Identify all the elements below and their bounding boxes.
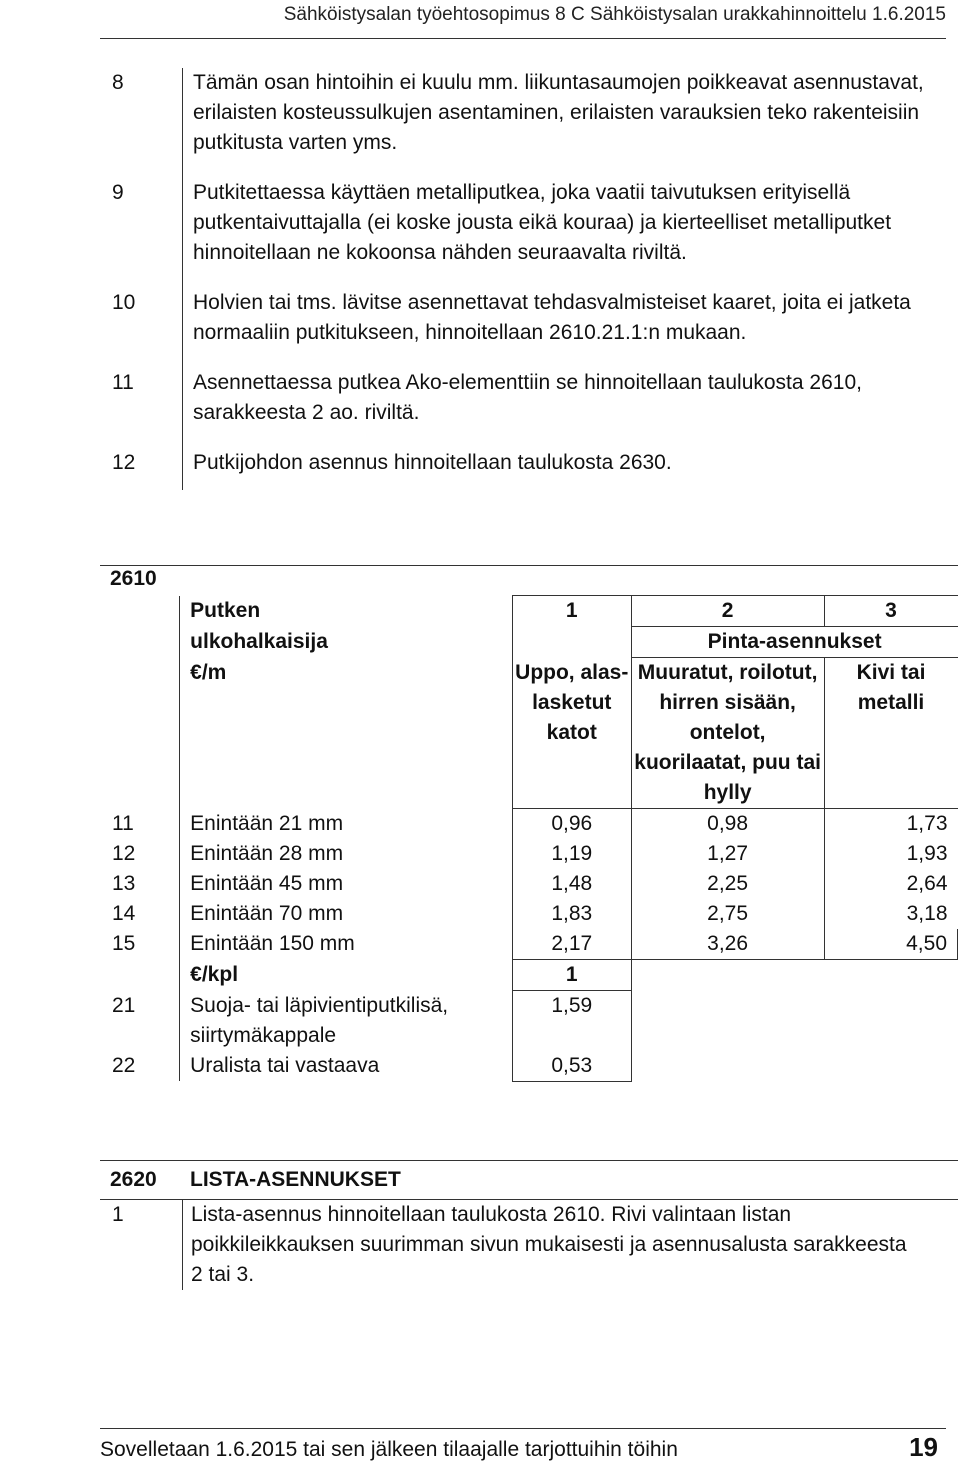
group-header: Pinta-asennukset bbox=[631, 627, 957, 658]
table-row bbox=[100, 929, 958, 960]
value-col-1: 0,53 bbox=[512, 1051, 631, 1082]
value-col-3: 2,64 bbox=[824, 869, 958, 899]
note-text: Putkijohdon asennus hinnoitellaan taulukosta 2630. bbox=[182, 448, 930, 490]
note-text: Putkitettaessa käyttäen metalliputkea, joka vaatii taivutuksen erityisellä putkentaivuttajalla (ei koske jousta eikä kouraa) ja kierteelliset metalliputket hinnoitellaan ne kokoonsa nähden seuraavalta riviltä. bbox=[182, 178, 930, 288]
table-row bbox=[100, 899, 958, 929]
row-description: Enintään 70 mm bbox=[180, 899, 513, 929]
table-title-line2: ulkohalkaisija bbox=[180, 627, 513, 658]
note-text: Asennettaessa putkea Ako-elementtiin se hinnoitellaan taulukosta 2610, sarakkeesta 2 ao. riviltä. bbox=[182, 368, 930, 448]
row-number: 12 bbox=[112, 842, 136, 865]
row-description: Suoja- tai läpivientiputkilisä, siirtymäkappale bbox=[180, 991, 513, 1051]
row-description: Enintään 21 mm bbox=[180, 809, 513, 840]
table-row bbox=[100, 991, 958, 1051]
value-col-2: 0,98 bbox=[631, 809, 824, 840]
page-number: 19 bbox=[909, 1432, 938, 1462]
notes-section bbox=[100, 68, 930, 490]
value-col-2: 3,26 bbox=[631, 929, 824, 960]
value-col-3: 4,50 bbox=[824, 929, 958, 960]
row-number: 14 bbox=[112, 902, 136, 925]
section-title: LISTA-ASENNUKSET bbox=[190, 1168, 401, 1191]
note-number: 11 bbox=[112, 371, 134, 394]
table-row bbox=[100, 839, 958, 869]
price-table bbox=[100, 595, 958, 1082]
note-11 bbox=[100, 368, 930, 448]
column-number-1: 1 bbox=[512, 596, 631, 627]
section-2620 bbox=[100, 1160, 958, 1290]
kpl-column-number: 1 bbox=[512, 960, 631, 991]
note-10 bbox=[100, 288, 930, 368]
row-number: 11 bbox=[112, 811, 134, 835]
value-col-2: 1,27 bbox=[631, 839, 824, 869]
note-text: Tämän osan hintoihin ei kuulu mm. liikuntasaumojen poikkeavat asennustavat, erilaisten kosteussulkujen asentaminen, erilaisten varauksien teko rakenteisiin putkitusta varten yms. bbox=[182, 68, 930, 178]
value-col-1: 1,19 bbox=[512, 839, 631, 869]
running-header: Sähköistysalan työehtosopimus 8 C Sähköistysalan urakkahinnoittelu 1.6.2015 bbox=[283, 4, 946, 25]
table-top-rule bbox=[100, 565, 958, 566]
row-description: Uralista tai vastaava bbox=[180, 1051, 513, 1082]
value-col-1: 1,48 bbox=[512, 869, 631, 899]
footer-rule bbox=[100, 1428, 946, 1429]
section-heading bbox=[100, 1165, 958, 1195]
value-col-2: 2,75 bbox=[631, 899, 824, 929]
value-col-3: 1,73 bbox=[824, 809, 958, 840]
note-9 bbox=[100, 178, 930, 288]
column-header-2: Muuratut, roilotut, hirren sisään, ontelot, kuorilaatat, puu tai hylly bbox=[631, 658, 824, 809]
value-col-3: 1,93 bbox=[824, 839, 958, 869]
column-number-2: 2 bbox=[631, 596, 824, 627]
section-row bbox=[100, 1200, 958, 1290]
row-text: Lista-asennus hinnoitellaan taulukosta 2610. Rivi valintaan listan poikkileikkauksen suurimman sivun mukaisesti ja asennusalusta sarakkeesta 2 tai 3. bbox=[182, 1200, 911, 1290]
value-col-1: 1,83 bbox=[512, 899, 631, 929]
note-number: 12 bbox=[112, 451, 136, 474]
row-description: Enintään 150 mm bbox=[180, 929, 513, 960]
table-title-line1: Putken bbox=[180, 596, 513, 627]
note-number: 9 bbox=[112, 181, 124, 204]
value-col-1: 0,96 bbox=[512, 809, 631, 840]
row-description: Enintään 45 mm bbox=[180, 869, 513, 899]
value-col-1: 2,17 bbox=[512, 929, 631, 960]
row-number: 22 bbox=[112, 1053, 136, 1077]
column-header-3: Kivi tai metalli bbox=[824, 658, 958, 809]
value-col-1: 1,59 bbox=[512, 991, 631, 1051]
section-top-rule bbox=[100, 1160, 958, 1161]
note-number: 10 bbox=[112, 291, 136, 314]
table-row bbox=[100, 809, 958, 840]
price-table-2610 bbox=[100, 565, 958, 1077]
unit-per-meter: €/m bbox=[180, 658, 513, 809]
table-row bbox=[100, 869, 958, 899]
unit-per-piece: €/kpl bbox=[180, 960, 513, 991]
column-header-1: Uppo, alas-lasketut katot bbox=[512, 658, 631, 809]
note-8 bbox=[100, 68, 930, 178]
value-col-2: 2,25 bbox=[631, 869, 824, 899]
row-number: 21 bbox=[112, 993, 136, 1017]
row-number: 15 bbox=[112, 932, 136, 955]
column-number-3: 3 bbox=[824, 596, 958, 627]
note-12 bbox=[100, 448, 930, 490]
section-code: 2620 bbox=[110, 1168, 157, 1191]
row-number: 1 bbox=[112, 1203, 124, 1226]
row-description: Enintään 28 mm bbox=[180, 839, 513, 869]
footer-text: Sovelletaan 1.6.2015 tai sen jälkeen tilaajalle tarjottuihin töihin bbox=[100, 1438, 678, 1461]
row-number: 13 bbox=[112, 872, 136, 895]
header-rule bbox=[100, 38, 946, 39]
note-number: 8 bbox=[112, 71, 124, 94]
table-code: 2610 bbox=[110, 567, 157, 590]
table-row bbox=[100, 1051, 958, 1082]
note-text: Holvien tai tms. lävitse asennettavat tehdasvalmisteiset kaaret, joita ei jatketa normaaliin putkitukseen, hinnoitellaan 2610.21.1:n mukaan. bbox=[182, 288, 930, 368]
value-col-3: 3,18 bbox=[824, 899, 958, 929]
